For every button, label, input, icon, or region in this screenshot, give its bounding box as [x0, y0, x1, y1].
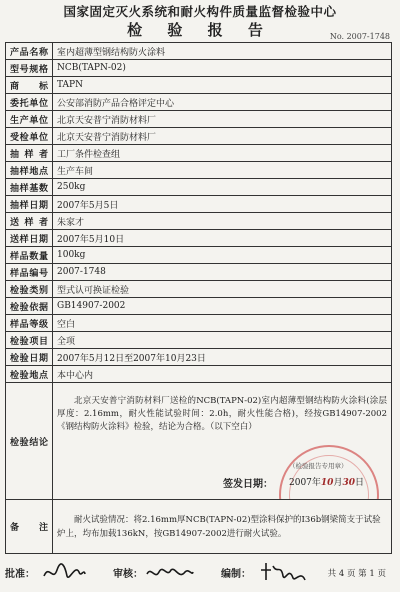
report-row	[6, 315, 392, 332]
report-table	[5, 42, 392, 554]
report-row	[6, 213, 392, 230]
field-value: 空白	[53, 315, 392, 332]
field-value: 2007年5月10日	[53, 230, 392, 247]
field-label: 委托单位	[6, 94, 53, 111]
stamp-caption: （检验报告专用章）	[289, 462, 348, 470]
conclusion-section	[6, 383, 392, 554]
field-label: 商 标	[6, 77, 53, 94]
sign-month-unit: 月	[333, 478, 343, 488]
reviewer-signature	[145, 560, 195, 584]
field-value: 100kg	[53, 247, 392, 264]
field-value: 2007年5月5日	[53, 196, 392, 213]
field-value: 生产车间	[53, 162, 392, 179]
field-label: 送样日期	[6, 230, 53, 247]
inspection-center-name: 国家固定灭火系统和耐火构件质量监督检验中心	[63, 4, 337, 19]
field-label: 生产单位	[6, 111, 53, 128]
field-value: 250kg	[53, 179, 392, 196]
report-row	[6, 60, 392, 77]
report-row	[6, 111, 392, 128]
report-row	[6, 94, 392, 111]
official-seal-stamp	[279, 445, 379, 500]
report-row	[6, 162, 392, 179]
report-row	[6, 179, 392, 196]
field-label: 送 样 者	[6, 213, 53, 230]
report-row	[6, 247, 392, 264]
sign-day: 30	[342, 478, 355, 488]
field-value: 全项	[53, 332, 392, 349]
conclusion-cell	[53, 383, 392, 500]
note-label: 备 注	[6, 500, 53, 554]
report-row	[6, 349, 392, 366]
field-value: TAPN	[53, 77, 392, 94]
edit-label: 编制：	[221, 569, 251, 580]
report-row	[6, 145, 392, 162]
report-title: 检 验 报 告	[127, 21, 273, 39]
sign-month: 10	[320, 478, 334, 488]
field-label: 抽样地点	[6, 162, 53, 179]
approver-signature	[41, 560, 87, 584]
report-row	[6, 230, 392, 247]
field-label: 样品数量	[6, 247, 53, 264]
field-label: 抽样基数	[6, 179, 53, 196]
report-rows	[6, 43, 392, 383]
field-label: 检验项目	[6, 332, 53, 349]
field-label: 受检单位	[6, 128, 53, 145]
field-value: 工厂条件检查组	[53, 145, 392, 162]
signature-footer	[5, 556, 392, 586]
review-label: 审核：	[113, 569, 143, 580]
field-value: 北京天安普宁消防材料厂	[53, 111, 392, 128]
note-cell	[53, 500, 392, 554]
field-value: 室内超薄型钢结构防火涂料	[53, 43, 392, 60]
field-value: GB14907-2002	[53, 298, 392, 315]
conclusion-text: 北京天安普宁消防材料厂送检的NCB(TAPN-02)室内超薄型钢结构防火涂料(涂层厚度：2.16mm，耐火性能试验时间：2.0h，耐火性能合格)，经按GB14907-2002《钢结构防火涂料》检验，结论为合格。（以下空白）	[57, 396, 387, 432]
field-value: 公安部消防产品合格评定中心	[53, 94, 392, 111]
field-label: 型号规格	[6, 60, 53, 77]
sign-year: 2007年	[289, 478, 321, 488]
field-label: 检验类别	[6, 281, 53, 298]
sign-day-unit: 日	[354, 478, 364, 488]
field-label: 抽样日期	[6, 196, 53, 213]
field-value: 本中心内	[53, 366, 392, 383]
field-label: 样品等级	[6, 315, 53, 332]
report-row	[6, 196, 392, 213]
field-value: 2007-1748	[53, 264, 392, 281]
report-number: No. 2007-1748	[329, 32, 390, 41]
field-value: 型式认可换证检验	[53, 281, 392, 298]
approve-label: 批准：	[5, 569, 35, 580]
field-value: 朱家才	[53, 213, 392, 230]
page-info: 共 4 页 第 1 页	[327, 569, 386, 579]
field-label: 检验地点	[6, 366, 53, 383]
report-row	[6, 264, 392, 281]
field-label: 产品名称	[6, 43, 53, 60]
field-label: 样品编号	[6, 264, 53, 281]
report-row	[6, 281, 392, 298]
sign-date	[289, 475, 364, 488]
report-row	[6, 128, 392, 145]
conclusion-row	[6, 383, 392, 500]
report-row	[6, 298, 392, 315]
report-row	[6, 332, 392, 349]
conclusion-label: 检验结论	[6, 383, 53, 500]
sign-date-label: 签发日期：	[223, 479, 273, 490]
editor-signature	[257, 560, 307, 586]
field-value: 北京天安普宁消防材料厂	[53, 128, 392, 145]
field-label: 检验依据	[6, 298, 53, 315]
field-value: NCB(TAPN-02)	[53, 60, 392, 77]
note-text: 耐火试验情况：将2.16mm厚NCB(TAPN-02)型涂料保护的I36b钢梁简支于试验炉上，均布加载136kN，按GB14907-2002进行耐火试验。	[57, 514, 381, 539]
report-row	[6, 43, 392, 60]
report-row	[6, 366, 392, 383]
note-row	[6, 500, 392, 554]
field-label: 检验日期	[6, 349, 53, 366]
field-value: 2007年5月12日至2007年10月23日	[53, 349, 392, 366]
field-label: 抽 样 者	[6, 145, 53, 162]
report-row	[6, 77, 392, 94]
